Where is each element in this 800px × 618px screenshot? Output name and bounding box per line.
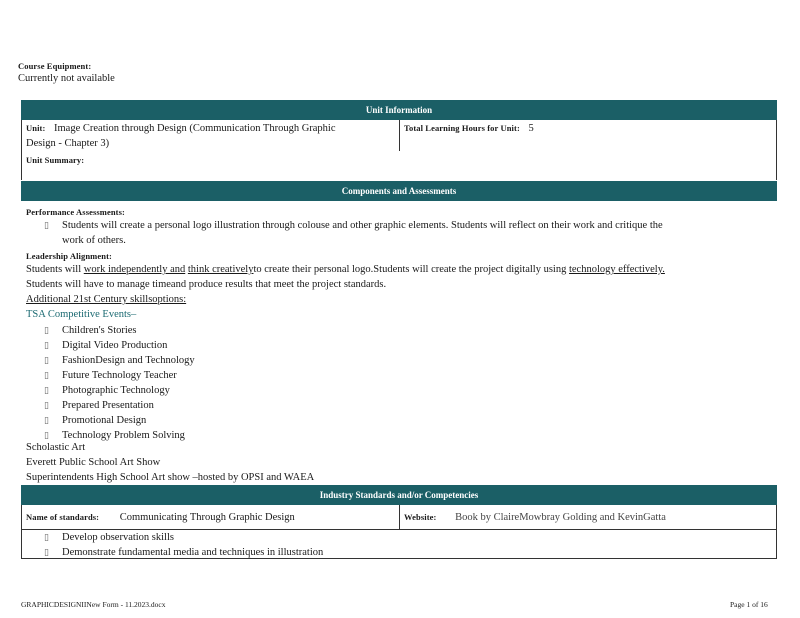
bullet-icon: ▯ xyxy=(44,400,49,410)
list-item xyxy=(44,323,195,338)
unit-value-line2: Design - Chapter 3) xyxy=(26,138,110,149)
leadership-text-a: Students will xyxy=(26,264,84,275)
standards-name-row xyxy=(26,512,295,523)
tsa-event: Future Technology Teacher xyxy=(62,370,177,381)
tsa-event: Photographic Technology xyxy=(62,385,170,396)
performance-item-line2: work of others. xyxy=(62,235,126,246)
bullet-icon: ▯ xyxy=(44,220,49,230)
unit-information-header: Unit Information xyxy=(21,100,777,120)
list-item xyxy=(44,398,195,413)
table-divider xyxy=(399,505,400,529)
standards-header: Industry Standards and/or Competencies xyxy=(21,485,777,505)
tsa-heading: TSA Competitive Events– xyxy=(26,309,137,320)
other-event: Superintendents High School Art show –hosted by OPSI and WAEA xyxy=(26,472,315,483)
list-item xyxy=(44,428,195,443)
list-item xyxy=(44,353,195,368)
equipment-label: Course Equipment: xyxy=(18,61,92,71)
components-header: Components and Assessments xyxy=(21,181,777,201)
tsa-events-list xyxy=(44,323,195,443)
other-event: Everett Public School Art Show xyxy=(26,457,161,468)
tsa-event: Digital Video Production xyxy=(62,340,168,351)
leadership-technology-effectively: technology effectively. xyxy=(568,264,665,275)
unit-row xyxy=(26,123,336,134)
performance-label: Performance Assessments: xyxy=(26,207,125,217)
hours-label: Total Learning Hours for Unit: xyxy=(404,123,520,133)
table-border-left xyxy=(21,505,22,559)
standard-item: Develop observation skills xyxy=(62,532,174,543)
table-divider xyxy=(399,120,400,151)
leadership-think-creatively: think creatively xyxy=(187,264,254,275)
list-item xyxy=(44,530,323,545)
list-item xyxy=(44,545,323,560)
bullet-icon: ▯ xyxy=(44,355,49,365)
leadership-text-e: to create their personal logo.Students will create the project digitally using xyxy=(253,264,569,275)
list-item xyxy=(44,338,195,353)
tsa-event: Promotional Design xyxy=(62,415,147,426)
leadership-line2: Students will have to manage timeand produce results that meet the project standards. xyxy=(26,279,387,290)
list-item xyxy=(44,368,195,383)
unit-value-line1: Image Creation through Design (Communication Through Graphic xyxy=(54,123,336,134)
tsa-event: Children's Stories xyxy=(62,325,137,336)
performance-item-line1: Students will create a personal logo illustration through colouse and other graphic elements. Students will reflect on their work and critique the xyxy=(62,220,663,231)
footer-filename: GRAPHICDESIGNIINew Form - 11.2023.docx xyxy=(21,600,166,609)
hours-value: 5 xyxy=(528,123,534,134)
leadership-label: Leadership Alignment: xyxy=(26,251,112,261)
website-row xyxy=(404,512,666,523)
bullet-icon: ▯ xyxy=(44,370,49,380)
bullet-icon: ▯ xyxy=(44,325,49,335)
list-item xyxy=(44,383,195,398)
standard-item: Demonstrate fundamental media and techniques in illustration xyxy=(62,547,324,558)
equipment-value: Currently not available xyxy=(18,73,115,84)
unit-label: Unit: xyxy=(26,123,46,133)
list-item xyxy=(44,413,195,428)
bullet-icon: ▯ xyxy=(44,415,49,425)
leadership-work-independently: work independently and xyxy=(83,264,186,275)
bullet-icon: ▯ xyxy=(44,547,49,557)
standards-list xyxy=(44,530,323,560)
tsa-event: FashionDesign and Technology xyxy=(62,355,195,366)
other-event: Scholastic Art xyxy=(26,442,86,453)
website-value: Book by ClaireMowbray Golding and KevinGatta xyxy=(455,512,666,523)
leadership-line1 xyxy=(26,264,665,275)
bullet-icon: ▯ xyxy=(44,340,49,350)
standards-name-value: Communicating Through Graphic Design xyxy=(119,512,295,523)
bullet-icon: ▯ xyxy=(44,385,49,395)
additional-skills-heading: Additional 21st Century skillsoptions: xyxy=(26,294,187,305)
tsa-event: Prepared Presentation xyxy=(62,400,154,411)
table-border-right xyxy=(776,120,777,180)
tsa-event: Technology Problem Solving xyxy=(62,430,185,441)
unit-summary-label: Unit Summary: xyxy=(26,155,85,165)
website-label: Website: xyxy=(404,512,437,522)
footer-page-number: Page 1 of 16 xyxy=(730,600,768,609)
bullet-icon: ▯ xyxy=(44,532,49,542)
standards-name-label: Name of standards: xyxy=(26,512,100,522)
hours-row xyxy=(404,123,534,134)
table-border-left xyxy=(21,120,22,180)
table-border-right xyxy=(776,505,777,559)
bullet-icon: ▯ xyxy=(44,430,49,440)
